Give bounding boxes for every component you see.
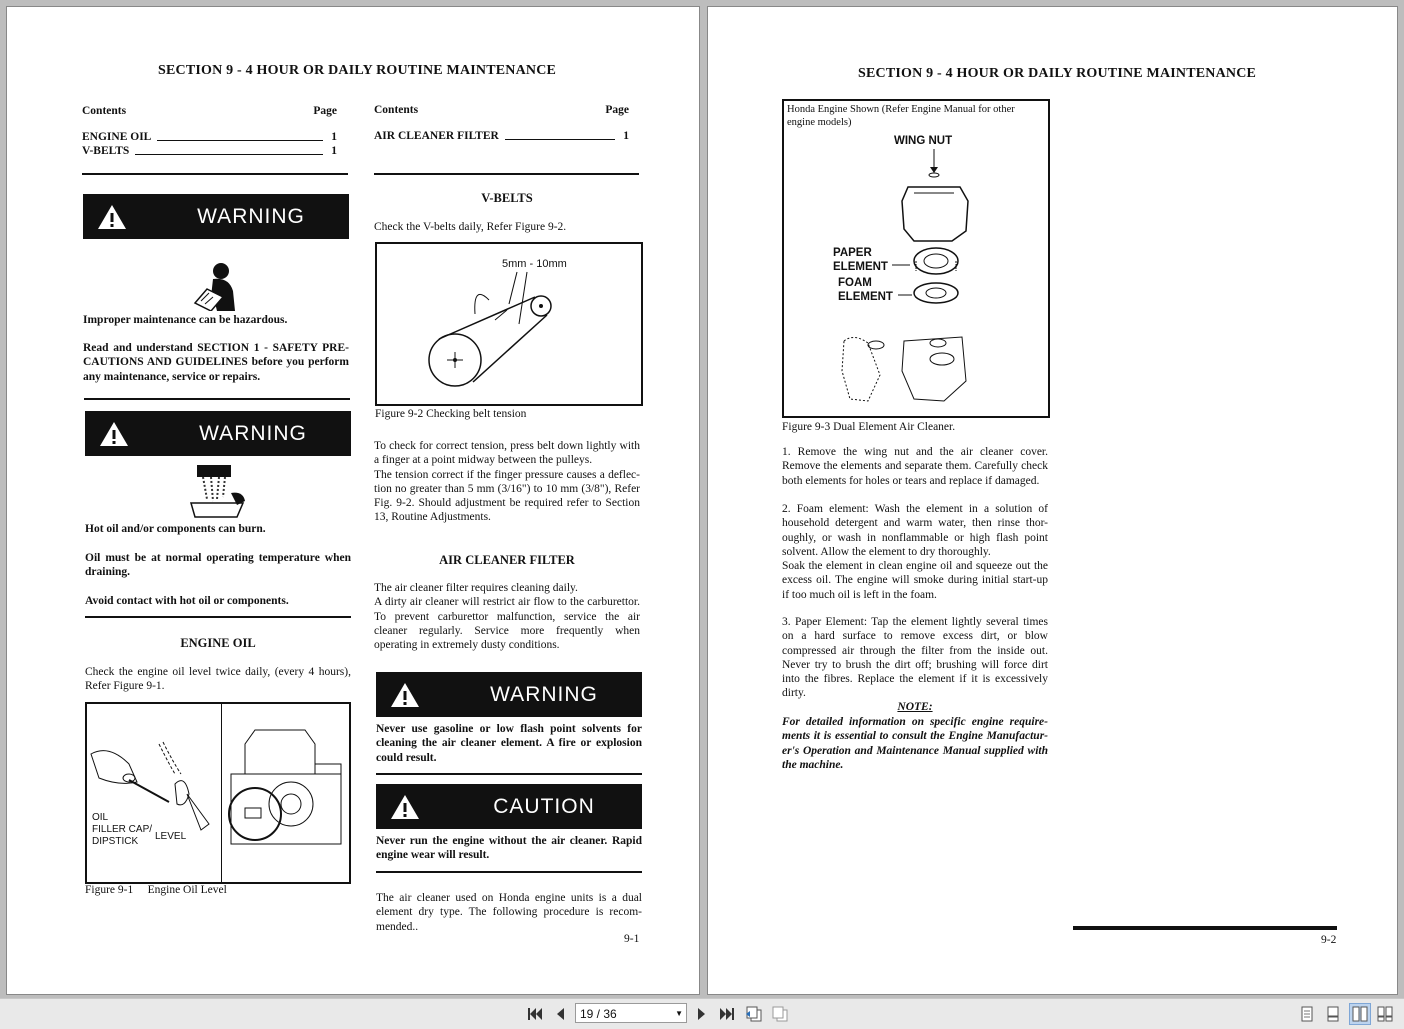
footer-rule: [1073, 926, 1337, 930]
page-number-select[interactable]: [575, 1003, 687, 1023]
facing-view-button[interactable]: [1349, 1003, 1371, 1025]
body-text: Check the engine oil level twice daily, (every 4 hours), Refer Figure 9-1.: [85, 666, 351, 693]
previous-view-icon: [745, 1006, 763, 1022]
warning-text: Avoid contact with hot oil or components.: [85, 595, 289, 607]
figure-divider: [221, 704, 222, 882]
figure-label: 5mm - 10mm: [502, 258, 567, 270]
figure-air-cleaner: [782, 99, 1050, 418]
facing-pages-icon: [1352, 1006, 1368, 1022]
body-text: The air cleaner used on Honda engine units is a dual element dry type. The following procedure is recom-mended..: [376, 892, 642, 933]
air-cleaner-drawing: [784, 101, 1048, 416]
figure-label-line: ELEMENT: [833, 261, 888, 273]
page-indicator: 19 / 36: [580, 1007, 617, 1021]
caution-text: Never run the engine without the air cleaner. Rapid engine wear will result.: [376, 835, 642, 862]
single-page-view-button[interactable]: [1298, 1005, 1316, 1023]
contents-table-right: [374, 103, 629, 143]
body-text: Check the V-belts daily, Refer Figure 9-2.: [374, 221, 567, 233]
next-view-icon: [771, 1006, 789, 1022]
page-number: 9-1: [624, 933, 640, 945]
caution-label: CAUTION: [493, 794, 595, 818]
note-text: For detailed information on specific engine require-ments it is essential to consult the Engine Manufactur-er's Operation and Maintenance Manual supplied with the machine.: [782, 716, 1048, 771]
warning-banner: [85, 411, 351, 456]
toc-entry-label: ENGINE OIL: [82, 131, 152, 143]
next-view-button[interactable]: [771, 1005, 789, 1023]
section-title: SECTION 9 - 4 HOUR OR DAILY ROUTINE MAINTENANCE: [158, 63, 557, 78]
warning-triangle-icon: [97, 204, 127, 230]
divider: [376, 773, 642, 775]
next-page-button[interactable]: [693, 1005, 711, 1023]
toc-entry-label: V-BELTS: [82, 145, 130, 157]
viewer-toolbar: [0, 998, 1404, 1029]
figure-caption: Figure 9-3 Dual Element Air Cleaner.: [782, 421, 956, 433]
previous-page-button[interactable]: [551, 1005, 569, 1023]
section-heading: AIR CLEANER FILTER: [439, 553, 575, 567]
first-page-button[interactable]: [526, 1005, 544, 1023]
continuous-facing-view-button[interactable]: [1376, 1005, 1394, 1023]
figure-label-line: ELEMENT: [838, 291, 893, 303]
step-text: 2. Foam element: Wash the element in a solution of household detergent and warm water, then rinse thor-oughly, or wash in nonflammable or high flash point solvent. Allow the element to dry thoroughly. Soak the element in clean engine oil and squeeze out the excess oil. The engine will smoke during initial start-up if too much oil is left in the foam.: [782, 503, 1048, 601]
warning-text: Read and understand SECTION 1 - SAFETY PRE-CAUTIONS AND GUIDELINES before you perform any maintenance, service or repairs.: [83, 342, 349, 383]
warning-text: Never use gasoline or low flash point solvents for cleaning the air cleaner element. A fire or explosion could result.: [376, 723, 642, 764]
toc-entry[interactable]: [374, 129, 629, 143]
toc-entry-label: AIR CLEANER FILTER: [374, 130, 499, 142]
toc-entry-page: 1: [331, 131, 337, 143]
page-number: 9-2: [1321, 934, 1337, 946]
warning-label: WARNING: [199, 421, 307, 445]
warning-text: Improper maintenance can be hazardous.: [83, 314, 288, 326]
next-page-icon: [696, 1007, 708, 1021]
single-page-icon: [1300, 1006, 1314, 1022]
divider: [82, 173, 348, 175]
figure-label: FILLER CAP/: [92, 824, 153, 835]
caution-triangle-icon: [390, 794, 420, 820]
belt-drawing: [377, 244, 641, 404]
divider: [376, 871, 642, 873]
first-page-icon: [527, 1007, 543, 1021]
last-page-button[interactable]: [718, 1005, 736, 1023]
toc-entry-page: 1: [623, 130, 629, 142]
last-page-icon: [719, 1007, 735, 1021]
step-text: 1. Remove the wing nut and the air cleaner cover. Remove the elements and separate them. Carefully check both elements for holes or tears and replace if damaged.: [782, 446, 1048, 487]
previous-page-icon: [554, 1007, 566, 1021]
figure-caption: Figure 9-1 Engine Oil Level: [85, 884, 227, 896]
previous-view-button[interactable]: [745, 1005, 763, 1023]
contents-table-left: [82, 104, 337, 158]
warning-label: WARNING: [197, 204, 305, 228]
continuous-page-icon: [1326, 1006, 1340, 1022]
section-heading: V-BELTS: [481, 191, 533, 205]
divider: [85, 616, 351, 618]
document-page-left: [6, 6, 700, 995]
continuous-facing-icon: [1377, 1006, 1393, 1022]
toc-entry[interactable]: [82, 130, 337, 144]
continuous-view-button[interactable]: [1324, 1005, 1342, 1023]
toc-entry[interactable]: [82, 144, 337, 158]
warning-label: WARNING: [490, 682, 598, 706]
warning-text: Hot oil and/or components can burn.: [85, 523, 266, 535]
section-title: SECTION 9 - 4 HOUR OR DAILY ROUTINE MAINTENANCE: [858, 66, 1257, 81]
warning-banner: [376, 672, 642, 717]
contents-label: Contents: [82, 105, 127, 117]
figure-label: WING NUT: [894, 135, 953, 147]
body-text: To check for correct tension, press belt down lightly with a finger at a point midway between the pulleys. The tension correct if the finger pressure causes a deflec-tion no greater than 5 mm (3/16") to 10 mm (3/8"), Refer Fig. 9-2. Should adjustment be required refer to Section 13, Routine Adjustments.: [374, 440, 640, 524]
figure-caption: Figure 9-2 Checking belt tension: [375, 408, 527, 420]
chevron-down-icon: ▼: [675, 1009, 683, 1018]
caution-banner: [376, 784, 642, 829]
reading-manual-icon: [193, 261, 241, 311]
engine-drawing: [225, 724, 347, 874]
figure-engine-oil: [85, 702, 351, 884]
page-label: Page: [313, 105, 337, 117]
divider: [84, 398, 350, 400]
figure-label-line: PAPER: [833, 247, 872, 259]
warning-triangle-icon: [99, 421, 129, 447]
warning-banner: [83, 194, 349, 239]
figure-label-line: FOAM: [838, 277, 872, 289]
hot-oil-icon: [187, 463, 251, 519]
divider: [374, 173, 639, 175]
warning-triangle-icon: [390, 682, 420, 708]
document-page-right: [707, 6, 1398, 995]
figure-note: Honda Engine Shown (Refer Engine Manual for other engine models): [787, 104, 1015, 128]
toc-entry-page: 1: [331, 145, 337, 157]
body-text: The air cleaner filter requires cleaning daily. A dirty air cleaner will restrict air flow to the carburettor. To prevent carburettor malfunction, service the air cleaner regularly. Service more frequently when operating in extremely dusty conditions.: [374, 582, 640, 652]
note-heading: NOTE:: [897, 701, 933, 713]
warning-text: Oil must be at normal operating temperature when draining.: [85, 552, 351, 579]
section-heading: ENGINE OIL: [180, 636, 256, 650]
step-text: 3. Paper Element: Tap the element lightly several times on a hard surface to remove excess dirt, or blow compressed air through the filter from the inside out. Never try to brush the dirt off; brushing will force dirt into the fibres. Replace the element if it is excessively dirty.: [782, 616, 1048, 700]
figure-label: DIPSTICK: [92, 836, 139, 847]
contents-label: Contents: [374, 104, 419, 116]
figure-label: LEVEL: [155, 831, 187, 842]
figure-label: OIL: [92, 812, 109, 823]
figure-belt-tension: [375, 242, 643, 406]
page-label: Page: [605, 104, 629, 116]
